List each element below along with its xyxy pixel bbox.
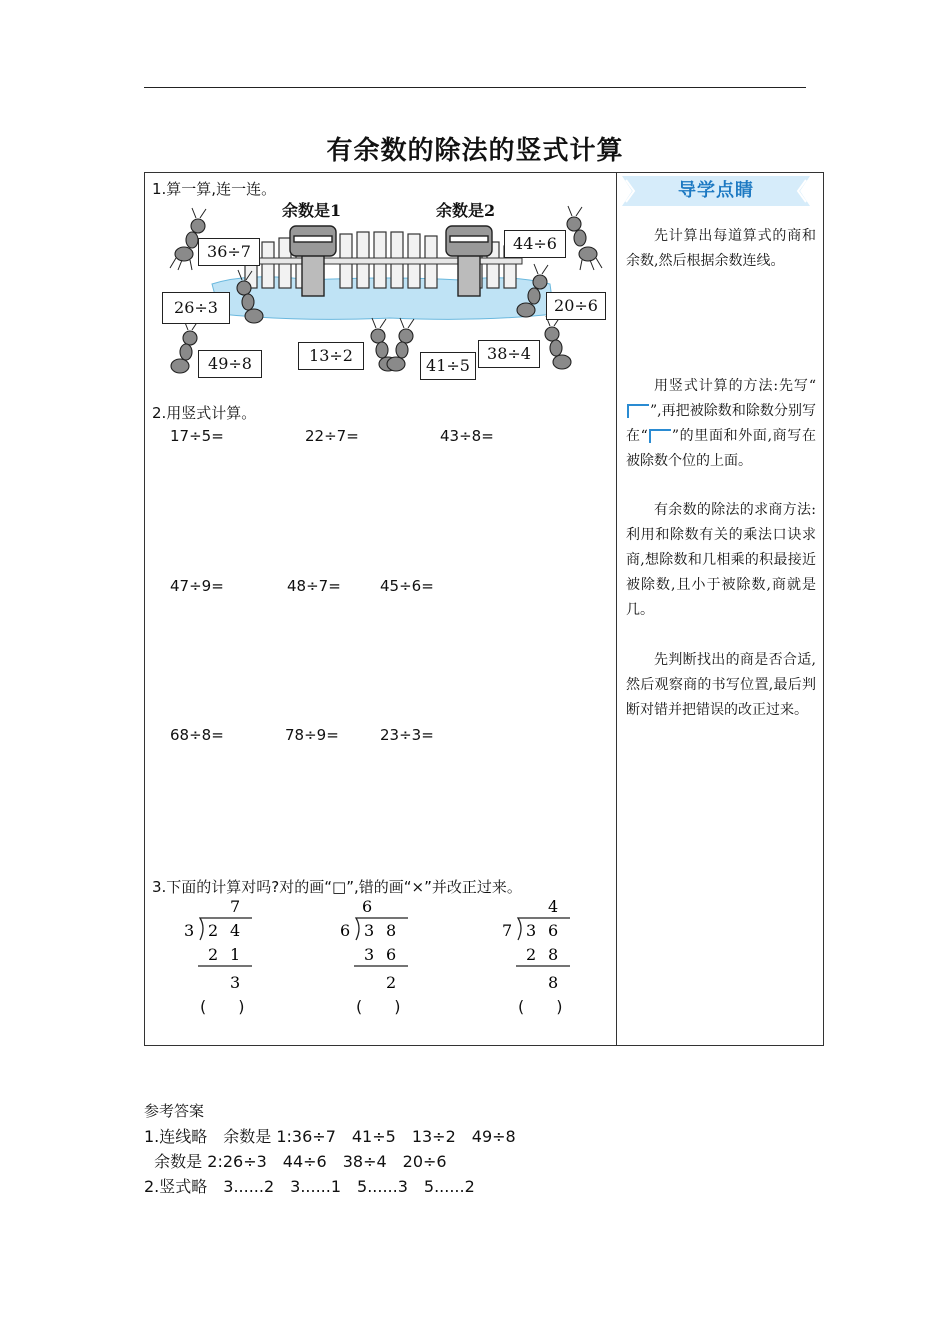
quotient: 6 — [362, 897, 373, 916]
dividend-tens: 3 — [364, 921, 375, 940]
card-26-div-3[interactable]: 26÷3 — [162, 292, 230, 324]
divisor: 3 — [184, 921, 195, 940]
expr-48-div-7: 48÷7= — [287, 577, 341, 595]
quotient: 7 — [230, 897, 241, 916]
tip-3 — [626, 498, 816, 623]
tip-2-text-b: ”,再把被除数和除数分别写在“ — [626, 403, 816, 444]
divisor: 7 — [502, 921, 513, 940]
long-division-2 — [336, 896, 416, 996]
product-ones: 8 — [548, 945, 559, 964]
product-tens: 2 — [208, 945, 219, 964]
tip-2 — [626, 374, 816, 474]
tip-1 — [626, 224, 816, 274]
divisor: 6 — [340, 921, 351, 940]
dividend-ones: 4 — [230, 921, 241, 940]
tip-2-text-a: 用竖式计算的方法:先写“ — [654, 378, 816, 394]
card-36-div-7[interactable]: 36÷7 — [198, 238, 260, 266]
expr-47-div-9: 47÷9= — [170, 577, 224, 595]
dividend-ones: 8 — [386, 921, 397, 940]
card-44-div-6[interactable]: 44÷6 — [504, 230, 566, 258]
header-rule — [144, 87, 806, 88]
product-tens: 2 — [526, 945, 537, 964]
card-49-div-8[interactable]: 49÷8 — [198, 350, 262, 378]
division-bracket-icon — [627, 404, 649, 418]
expr-78-div-9: 78÷9= — [285, 726, 339, 744]
dividend-ones: 6 — [548, 921, 559, 940]
card-20-div-6[interactable]: 20÷6 — [546, 292, 606, 320]
expr-22-div-7: 22÷7= — [305, 427, 359, 445]
page-title: 有余数的除法的竖式计算 — [326, 136, 624, 166]
column-divider — [616, 172, 617, 1046]
remainder-2-label: 余数是2 — [436, 201, 496, 220]
quotient: 4 — [548, 897, 559, 916]
card-41-div-5[interactable]: 41÷5 — [420, 352, 476, 380]
answers-line-2: 余数是 2:26÷3 44÷6 38÷4 20÷6 — [144, 1152, 447, 1171]
tip-1-text: 先计算出每道算式的商和余数,然后根据余数连线。 — [626, 228, 816, 269]
q2-heading: 2.用竖式计算。 — [152, 404, 257, 422]
answer-paren-1[interactable]: ( ) — [200, 997, 245, 1016]
dividend-tens: 3 — [526, 921, 537, 940]
long-division-3 — [498, 896, 578, 996]
product-ones: 6 — [386, 945, 397, 964]
answer-paren-3[interactable]: ( ) — [518, 997, 563, 1016]
q1-heading: 1.算一算,连一连。 — [152, 180, 277, 198]
long-division-1 — [180, 896, 260, 996]
remainder: 2 — [386, 973, 397, 992]
sidebar-banner: 导学点睛 — [678, 180, 754, 201]
expr-17-div-5: 17÷5= — [170, 427, 224, 445]
answers-line-1: 1.连线略 余数是 1:36÷7 41÷5 13÷2 49÷8 — [144, 1127, 516, 1146]
answer-paren-2[interactable]: ( ) — [356, 997, 401, 1016]
product-tens: 3 — [364, 945, 375, 964]
card-38-div-4[interactable]: 38÷4 — [478, 340, 540, 368]
division-bracket-icon — [649, 429, 671, 443]
remainder: 8 — [548, 973, 559, 992]
card-13-div-2[interactable]: 13÷2 — [298, 342, 364, 370]
answers-line-3: 2.竖式略 3......2 3......1 5......3 5......2 — [144, 1177, 475, 1196]
tip-4 — [626, 648, 816, 723]
remainder-1-label: 余数是1 — [282, 201, 342, 220]
answers-title: 参考答案 — [144, 1102, 205, 1120]
dividend-tens: 2 — [208, 921, 219, 940]
expr-23-div-3: 23÷3= — [380, 726, 434, 744]
product-ones: 1 — [230, 945, 241, 964]
expr-45-div-6: 45÷6= — [380, 577, 434, 595]
tip-3-text: 有余数的除法的求商方法:利用和除数有关的乘法口诀求商,想除数和几相乘的积最接近被除数,且小于被除数,商就是几。 — [626, 502, 816, 618]
expr-43-div-8: 43÷8= — [440, 427, 494, 445]
tip-4-text: 先判断找出的商是否合适,然后观察商的书写位置,最后判断对错并把错误的改正过来。 — [626, 652, 816, 718]
remainder: 3 — [230, 973, 241, 992]
expr-68-div-8: 68÷8= — [170, 726, 224, 744]
q3-heading: 3.下面的计算对吗?对的画“□”,错的画“×”并改正过来。 — [152, 878, 522, 896]
tip-2-text-c: ”的里面和外面,商写在被除数个位的上面。 — [626, 428, 816, 469]
